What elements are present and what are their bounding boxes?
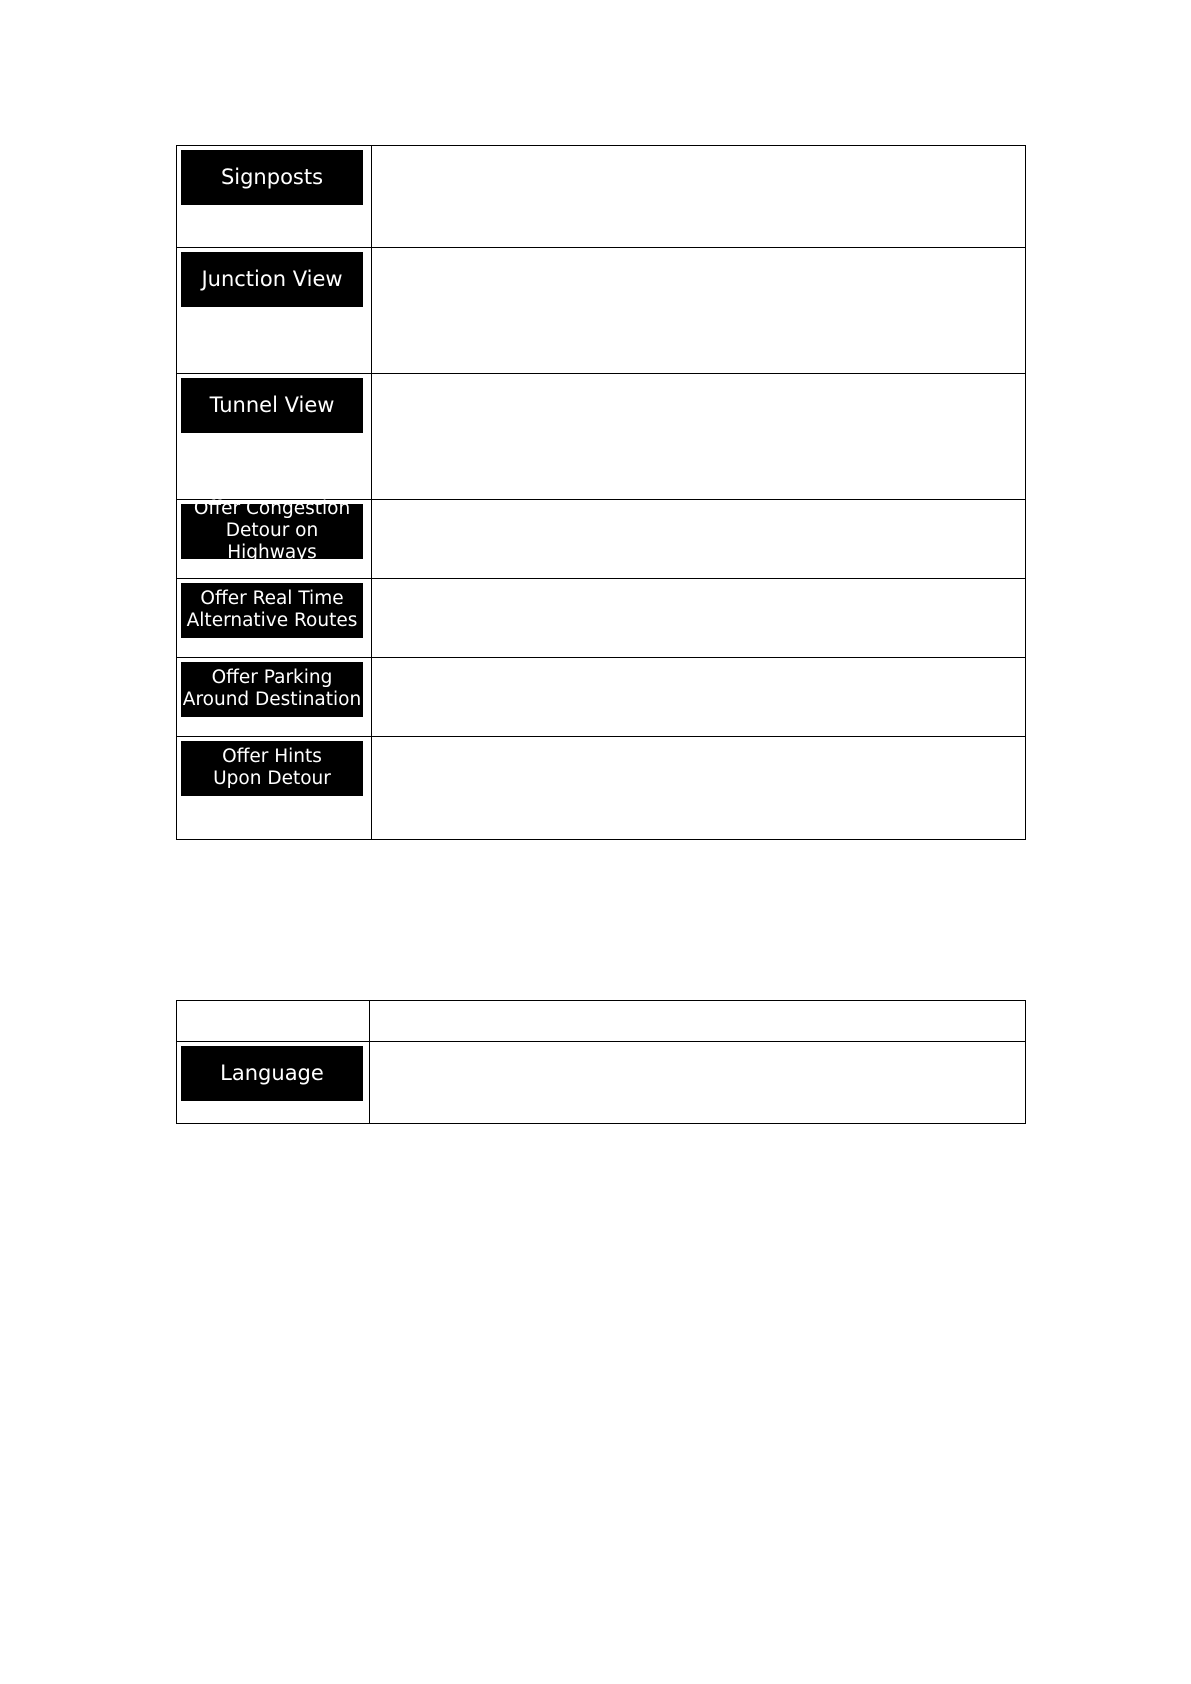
offer-real-time-alternative-routes-button[interactable]: Offer Real Time Alternative Routes xyxy=(181,583,363,638)
row-label-cell xyxy=(177,248,372,374)
row-label-cell xyxy=(177,500,372,579)
table-row xyxy=(177,248,1026,374)
regional-settings-table xyxy=(176,1000,1026,1124)
row-label-cell xyxy=(177,146,372,248)
language-button[interactable]: Language xyxy=(181,1046,363,1101)
table-row xyxy=(177,737,1026,840)
junction-view-button[interactable]: Junction View xyxy=(181,252,363,307)
row-label-cell xyxy=(177,737,372,840)
row-description-cell xyxy=(372,658,1026,737)
table-row xyxy=(177,374,1026,500)
table-row xyxy=(177,658,1026,737)
table-row xyxy=(177,500,1026,579)
tunnel-view-button[interactable]: Tunnel View xyxy=(181,378,363,433)
row-description-cell xyxy=(372,737,1026,840)
table-row xyxy=(177,1042,1026,1124)
offer-parking-around-destination-button[interactable]: Offer Parking Around Destination xyxy=(181,662,363,717)
table-row xyxy=(177,579,1026,658)
signposts-button[interactable]: Signposts xyxy=(181,150,363,205)
row-description-cell xyxy=(372,579,1026,658)
table-row xyxy=(177,146,1026,248)
row-description-cell xyxy=(370,1042,1026,1124)
header-cell xyxy=(370,1001,1026,1042)
row-description-cell xyxy=(372,146,1026,248)
row-label-cell xyxy=(177,658,372,737)
row-label-cell xyxy=(177,579,372,658)
header-cell xyxy=(177,1001,370,1042)
offer-hints-upon-detour-button[interactable]: Offer Hints Upon Detour xyxy=(181,741,363,796)
row-label-cell xyxy=(177,374,372,500)
offer-congestion-detour-button[interactable]: Offer Congestion Detour on Highways xyxy=(181,504,363,559)
row-description-cell xyxy=(372,374,1026,500)
row-description-cell xyxy=(372,500,1026,579)
row-description-cell xyxy=(372,248,1026,374)
table-header-row xyxy=(177,1001,1026,1042)
row-label-cell xyxy=(177,1042,370,1124)
route-settings-table xyxy=(176,145,1026,840)
